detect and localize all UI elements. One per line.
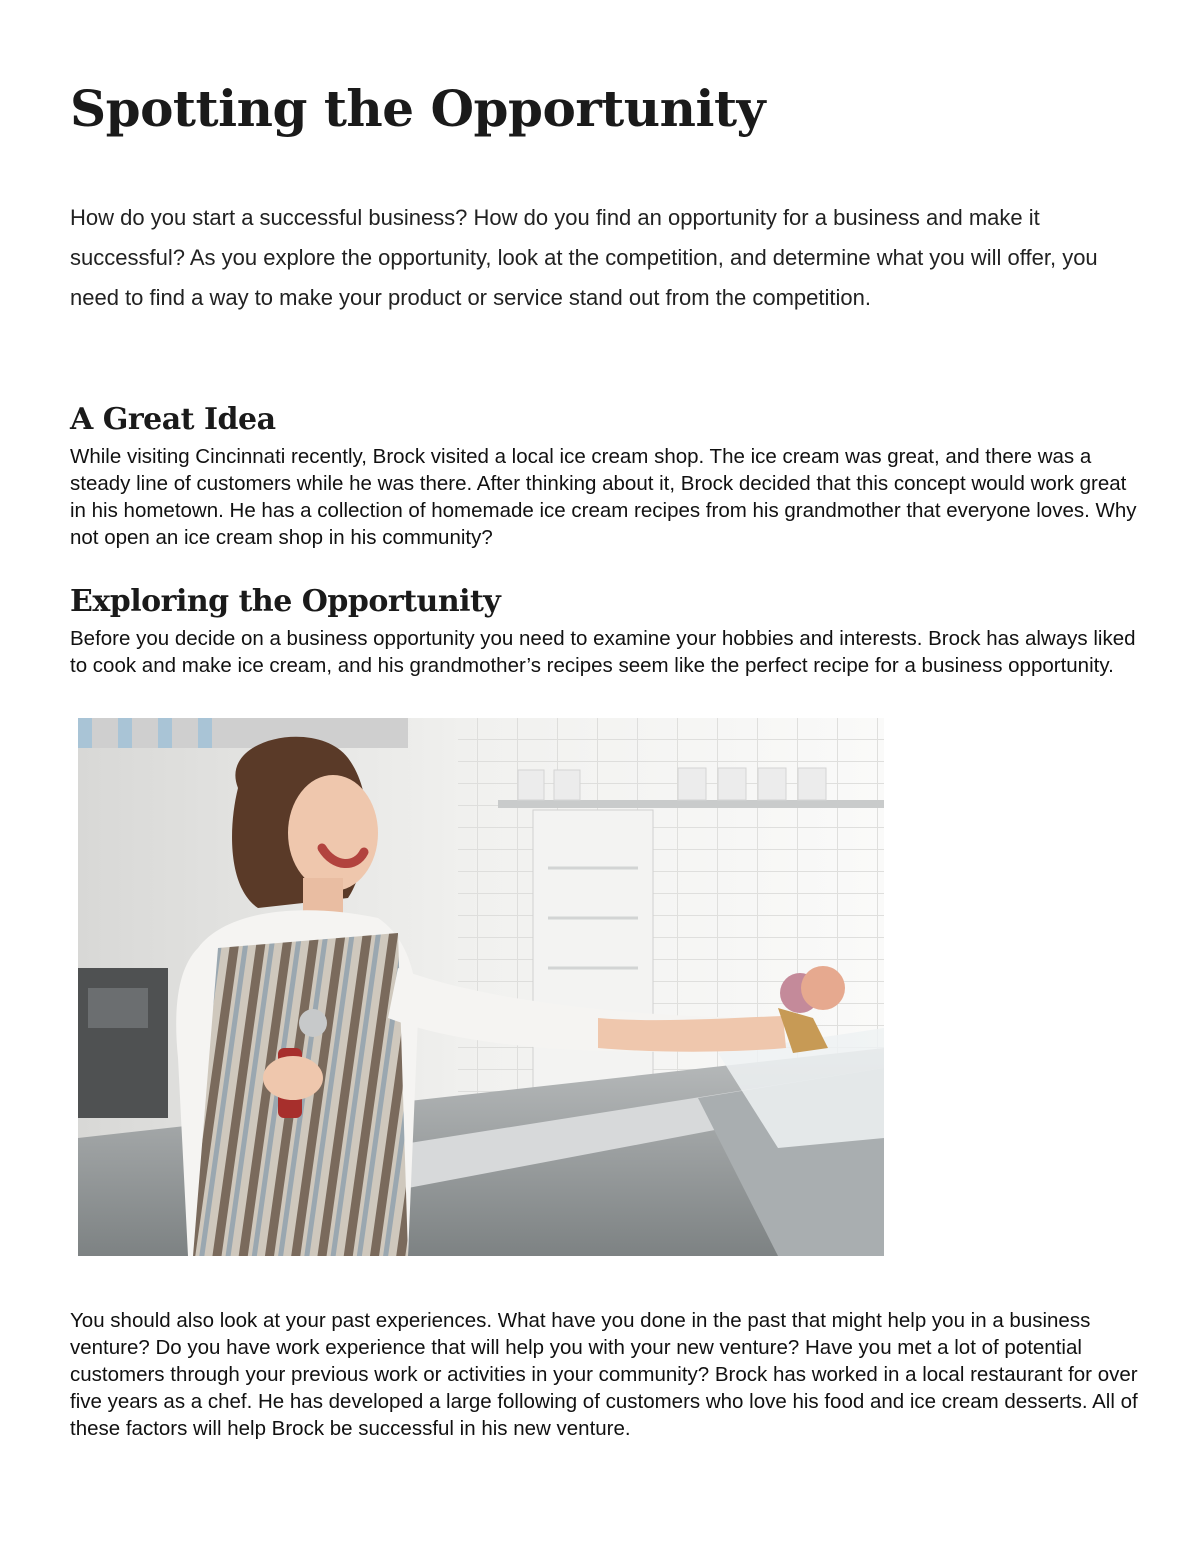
section-body-exploring: Before you decide on a business opportunity you need to examine your hobbies and interests. Brock has always liked to cook and make ice cream, and his grandmother’s recipes seem like the perfect recipe for a business opportunity.	[70, 627, 1136, 677]
section-body-past-experiences: You should also look at your past experiences. What have you done in the past that might help you in a business venture? Do you have work experience that will help you with your new venture? Have you met a lot of potential customers through your previous work or activities in your community? Brock has worked in a local restaurant for over five years as a chef. He has developed a large following of customers who love his food and ice cream desserts. All of these factors will help Brock be successful in his new venture.	[70, 1309, 1138, 1440]
intro-paragraph: How do you start a successful business? How do you find an opportunity for a business and make it successful? As you explore the opportunity, look at the competition, and determine what you will offer, you need to find a way to make your product or service stand out from the competition.	[70, 205, 1098, 310]
ice-cream-shop-photo	[78, 718, 884, 1256]
section-heading-great-idea: A Great Idea	[70, 402, 276, 437]
section-body-great-idea: While visiting Cincinnati recently, Brock visited a local ice cream shop. The ice cream was great, and there was a steady line of customers while he was there. After thinking about it, Brock decided that this concept would work great in his hometown. He has a collection of homemade ice cream recipes from his grandmother that everyone loves. Why not open an ice cream shop in his community?	[70, 445, 1137, 549]
page-title: Spotting the Opportunity	[70, 79, 766, 138]
section-heading-exploring: Exploring the Opportunity	[70, 584, 501, 619]
